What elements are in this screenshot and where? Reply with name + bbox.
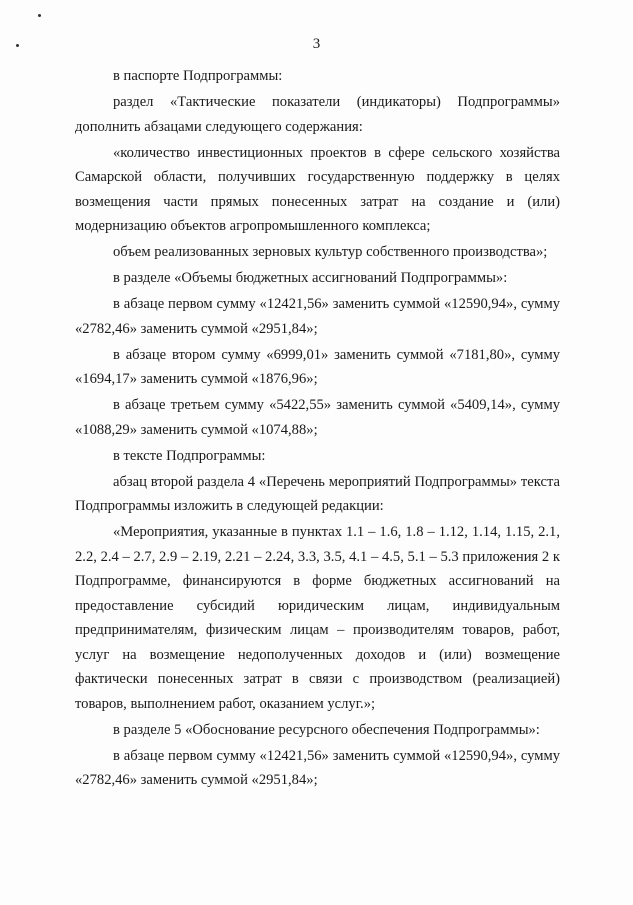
paragraph: «Мероприятия, указанные в пунктах 1.1 – 1.6, 1.8 – 1.12, 1.14, 1.15, 2.1, 2.2, 2.4 – 2.7, 2.9 – 2.19, 2.21 – 2.24, 3.3, 3.5, 4.1 – 4.5, 5.1 – 5.3 приложения 2 к Подпрограмме, финансируются в форме бюджетных ассигнований на предоставление субсидий юридическим лицам, индивидуальным предпринимателям, физическим лицам – производителям товаров, работ, услуг на возмещение недополученных доходов и (или) возмещение фактически понесенных затрат в связи с производством (реализацией) товаров, выполнением работ, оказанием услуг.»; [75,524,560,712]
paragraph: в разделе «Объемы бюджетных ассигнований Подпрограммы»: [113,270,508,286]
paragraph: в абзаце третьем сумму «5422,55» заменить суммой «5409,14», сумму «1088,29» заменить суммой «1074,88»; [75,397,560,438]
page-number: 3 [312,36,321,52]
paragraph: в паспорте Подпрограммы: [113,68,283,84]
paragraph: объем реализованных зерновых культур собственного производства»; [113,244,548,260]
paragraph: в разделе 5 «Обоснование ресурсного обеспечения Подпрограммы»: [113,721,540,738]
paragraph: в абзаце втором сумму «6999,01» заменить суммой «7181,80», сумму «1694,17» заменить суммой «1876,96»; [75,346,560,387]
paragraph: в абзаце первом сумму «12421,56» заменить суммой «12590,94», сумму «2782,46» заменить суммой «2951,84»; [75,296,560,337]
document-body [75,64,560,794]
paragraph: в тексте Подпрограммы: [113,447,266,464]
paragraph: «количество инвестиционных проектов в сфере сельского хозяйства Самарской области, получивших государственную поддержку в целях возмещения части прямых понесенных затрат на создание и (или) модернизацию объектов агропромышленного комплекса; [75,144,560,234]
scan-speck [38,14,41,17]
paragraph: раздел «Тактические показатели (индикаторы) Подпрограммы» дополнить абзацами следующего содержания: [75,94,560,135]
paragraph: в абзаце первом сумму «12421,56» заменить суммой «12590,94», сумму «2782,46» заменить суммой «2951,84»; [75,747,560,788]
paragraph: абзац второй раздела 4 «Перечень мероприятий Подпрограммы» текста Подпрограммы изложить в следующей редакции: [75,473,560,514]
